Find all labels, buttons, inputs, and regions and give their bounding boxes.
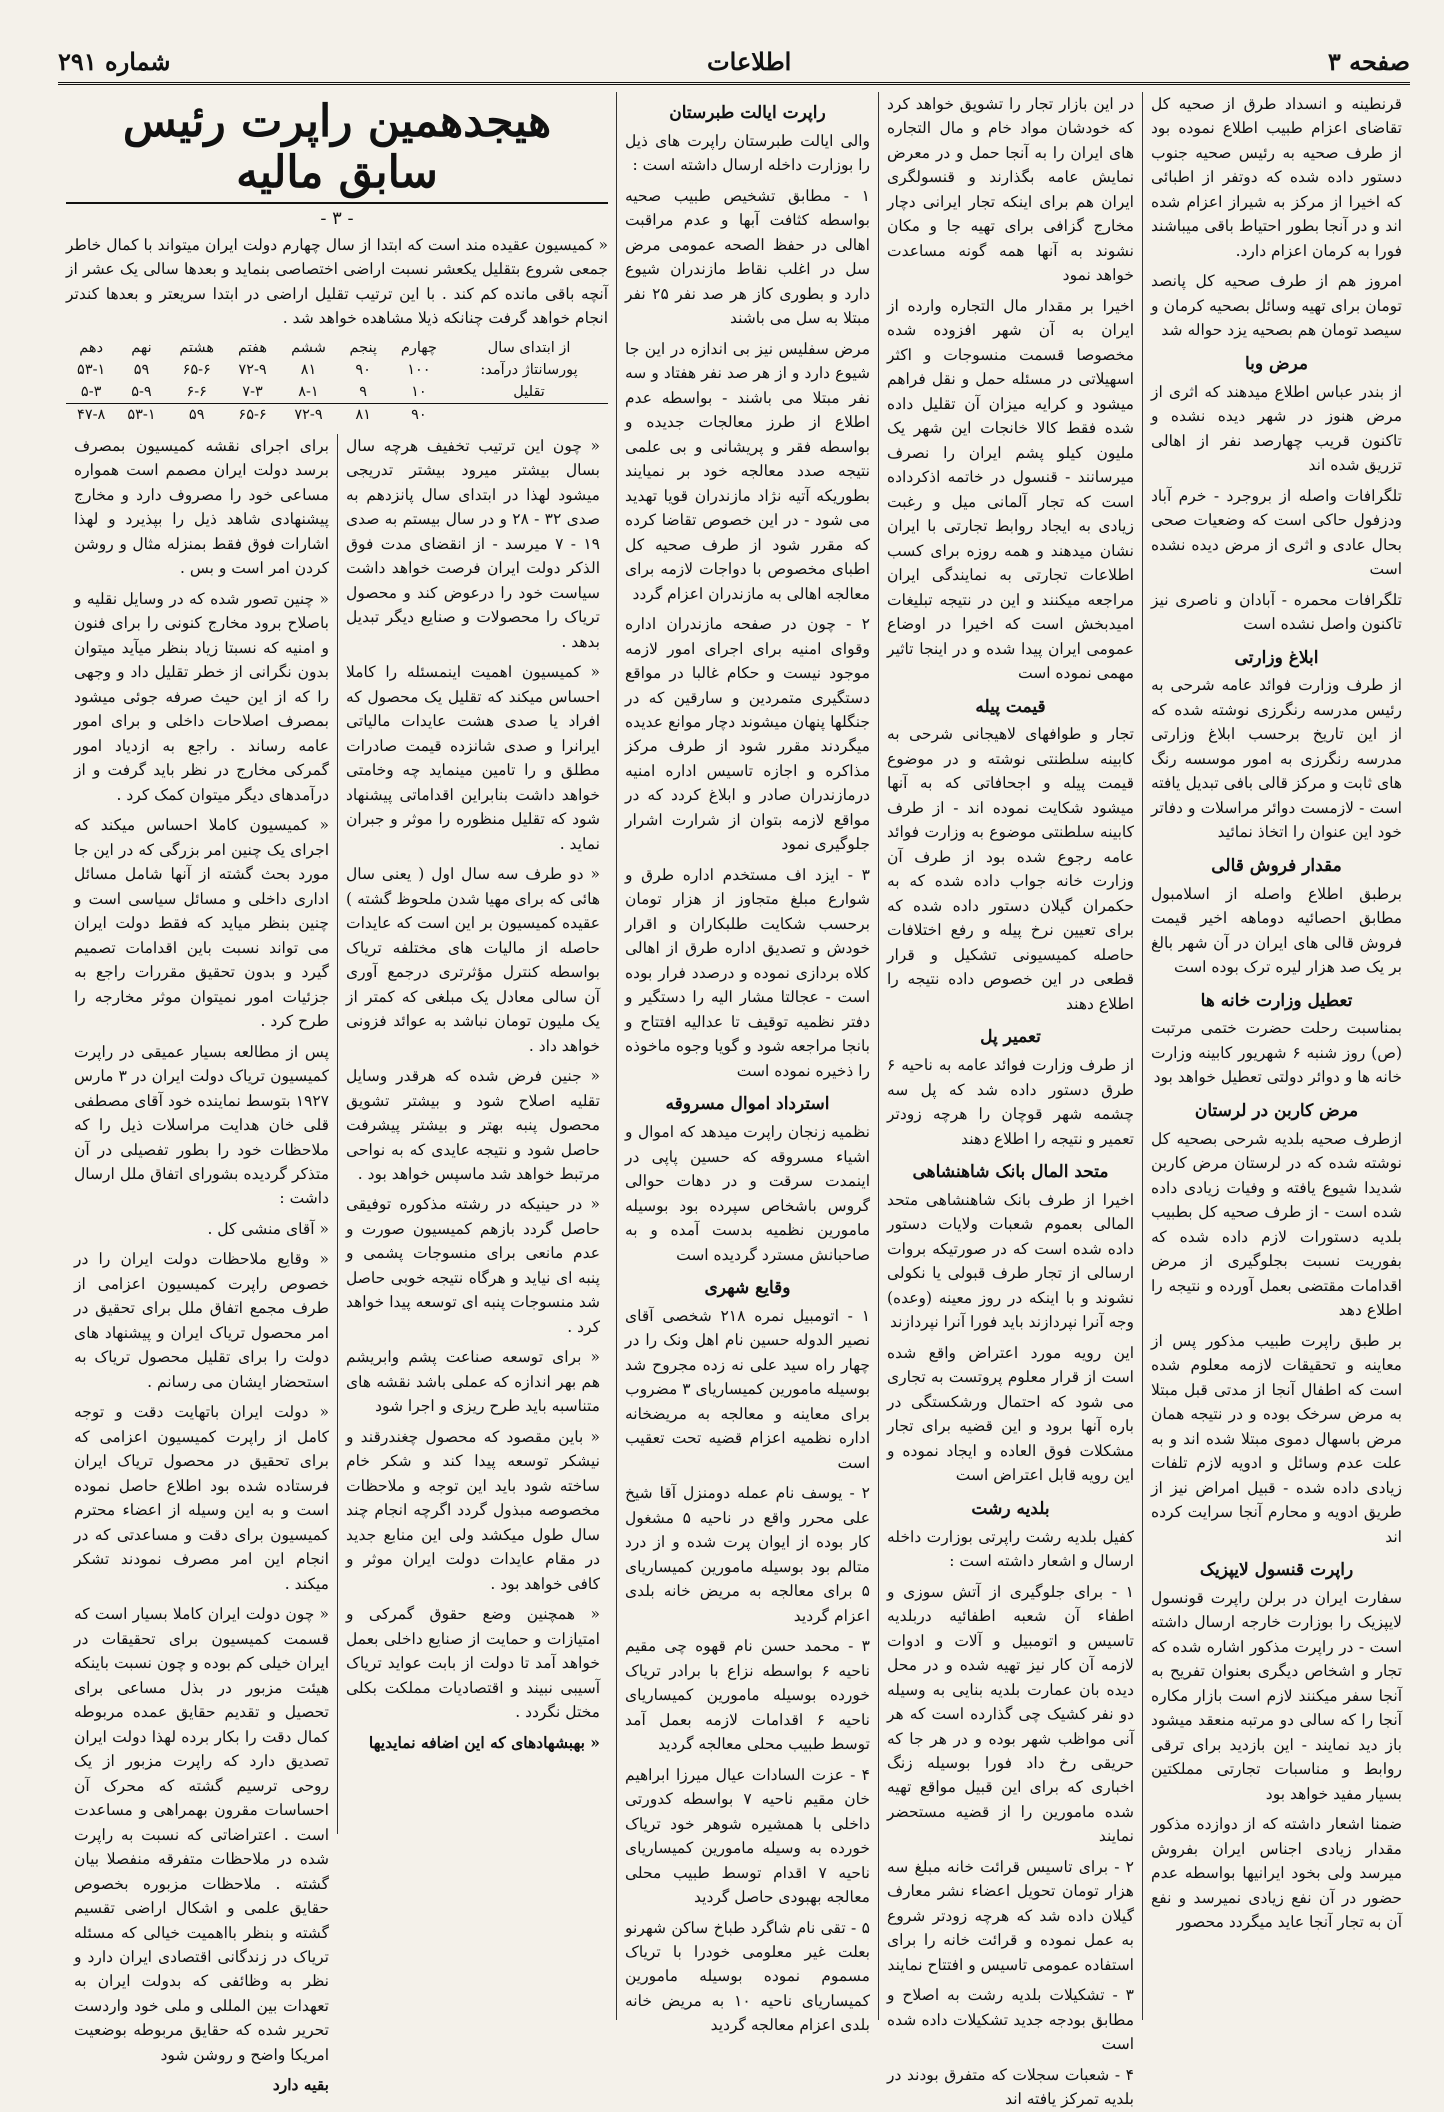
col1-heading-2: ابلاغ وزارتی bbox=[1234, 647, 1319, 668]
article-para: « کمیسیون اهمیت اینمسئله را کاملا احساس میکند که تقلیل یک محصول که افراد یا صدی هشت عایدات مالیاتی ایرانرا و صدی شانزده قیمت صادرات مطلق و را تامین مینماید چه وخامتی خواهد داشت بنابراین اقداماتی پیشنهاد شود که تقلیل منظوره را موثر و جبران نماید . bbox=[346, 663, 600, 853]
article-para: پس از مطالعه بسیار عمیقی در راپرت کمیسیون تریاک دولت ایران در ۳ مارس ۱۹۲۷ بتوسط نماینده خود آقای مصطفی قلی خان هدایت مراسلات ذیل را که ملاحظات خود را بطور تفصیلی در آن متذکر گردیده بشورای اتفاق ملل ارسال داشت : bbox=[74, 1042, 329, 1208]
col1-p11: سفارت ایران در برلن راپرت قونسول لایپزیک را بوزارت خارجه ارسال داشته است - در راپرت مذکور اشاره شده که تجار و اشخاص دیگری بعنوان تفریح به آنجا سفر میکنند لازم است بازار مکاره آنجا را که سالی دو مرتبه منعقد میشود باز دید نمایند - این بازدید برای ترقی روابط و مناسبات تجارتی مملکتین بسیار مفید خواهد بود bbox=[1151, 1588, 1402, 1803]
article-para: « برای توسعه صناعت پشم وابریشم هم بهر اندازه که عملی باشد نقشه های متناسبه باید طرح ریزی و اجرا شود bbox=[346, 1348, 600, 1416]
col3-p9: ۳ - محمد حسن نام قهوه چی مقیم ناحیه ۶ بواسطه نزاع با برادر تریاک خورده بوسیله مامورین کمیساریای ناحیه ۶ اقدامات لازمه بعمل آمد توسط طبیب محلی معالجه گردید bbox=[625, 1637, 870, 1754]
page-header bbox=[58, 40, 1410, 85]
col2-p8: ۱ - برای جلوگیری از آتش سوزی و اطفاء آن شعبه اطفائیه دربلدیه تاسیس و اتومبیل و آلات و ادوات لازمه آن کار نیز تهیه شده و در محل دیده بان عمارت بلدیه بنایی به وسیله دو نفر کشیک چی گذارده است که هر آنی مواظب شهر بوده و در هر جا که حریقی رخ داد فورا بوسیله زنگ اخباری که برای این قبیل مواقع تهیه شده مامورین را از قضیه مستحضر نمایند bbox=[887, 1582, 1134, 1846]
col3-p5: ۳ - ایزد اف مستخدم اداره طرق و شوارع مبلغ متجاوز از هزار تومان برحسب شکایت طلبکاران و اقرار خودش و تصدیق اداره طرق از اهالی کلاه بردازی نموده و درصدد فرار بوده است - عجالتا مشار الیه را دستگیر و دفتر نظمیه توقیف تا عدالیه افتتاح و بانجا مراجعه شود و گویا وجوه ماخوذه را ذخیره نموده است bbox=[625, 865, 870, 1080]
article-para: « کمیسیون کاملا احساس میکند که اجرای یک چنین امر بزرگی که در این جا مورد بحث گشته از آنها شامل مسائل اداری داخلی و مسائل سیاسی است و چنین بنظر میاید که فقط دولت ایران می تواند نسبت باین اقدامات تصمیم گیرد و بدون تحقیق مقررات راجع به جزئیات امور نمیتوان موثر مخارجه را طرح کرد . bbox=[74, 816, 329, 1031]
col1-p2: امروز هم از طرف صحیه کل پانصد تومان برای تهیه وسائل بصحیه کرمان و سیصد تومان هم بصحیه یزد حواله شد bbox=[1151, 272, 1402, 340]
table-cell: ۵۳-۱ bbox=[77, 361, 106, 378]
col3-p8: ۲ - یوسف نام عمله دومنزل آقا شیخ علی محرر واقع در ناحیه ۵ مشغول کار بوده از ایوان پرت شده و از درد متالم بود بوسیله مامورین کمیساریای ۵ برای معالجه به مریض خانه بلدی اعزام گردید bbox=[625, 1484, 870, 1625]
table-header: نهم bbox=[131, 339, 152, 356]
article-para: « چون دولت ایران کاملا بسیار است که قسمت کمیسیون برای تحقیقات در ایران خیلی کم بوده و چون نسبت باینکه هیئت مزبور در بذل مساعی برای تحصیل و تقدیم حقایق عمده مربوطه کمال دقت را بکار برده لهذا دولت ایران تصدیق دارد که راپرت مزبور از یک روحی ترسیم گشته که محرک آن احساسات مقرون بهمراهی و مساعدت است . اعتراضاتی که نسبت به راپرت شده در ملاحظات متفرقه منفصلا بیان گشته . ملاحظات مزبوره بخصوص حقایق علمی و اشکال اراضی تقسیم گشته و بنظر بااهمیت خیالی که مسئله تریاک در زندگانی اقتصادی ایران دارد و نظر به وظائفی که بدولت ایران به تعهدات بین المللی و ملی خود واردست تحریر شده که حقایق مربوطه بوضعیت امریکا واضح و روشن شود bbox=[74, 1605, 329, 2064]
col3-heading-1: راپرت ایالت طبرستان bbox=[669, 103, 826, 123]
col2-heading-1: قیمت پیله bbox=[975, 696, 1046, 717]
col3-p2: ۱ - مطابق تشخیص طبیب صحیه بواسطه کثافت آبها و عدم مراقبت اهالی در حفظ الصحه عمومی مرض سل در اغلب نقاط مازندران شیوع دارد و بطوری کاز هر صد نفر ۲۵ نفر مبتلا به سل می باشند bbox=[625, 186, 870, 328]
article-para: « چنین تصور شده که در وسایل نقلیه و باصلاح برود مخارج کنونی را برای فنون و امنیه که نسبتا زیاد بنظر میآید میتوان بدون نگرانی از خطر تقلیل داد و وجهی را که از این حیث صرفه جوئی میشود بمصرف اصلاحات داخلی و برای امور عامه رساند . راجع به ازدیاد امور گمرکی مخارج در نظر باید گرفت و از درآمدهای دیگر میتوان کمک کرد . bbox=[74, 589, 329, 804]
article-column-left bbox=[66, 434, 337, 2095]
article-para: « دولت ایران باتهایت دقت و توجه کامل از راپرت کمیسیون اعزامی که برای تحقیق در محصول تریاک ایران فرستاده شده بود اطلاع حاصل نموده است و به این وسیله از اعضاء محترم کمیسیون برای دقت و مساعدتی که در انجام این امر مصرف نمودند تشکر میکند . bbox=[74, 1403, 329, 1593]
article-para: « جنین فرض شده که هرقدر وسایل تقلیه اصلاح شود و بیشتر تشویق محصول پنبه بهتر و بیشتر پیشرفت حاصل شود و نتیجه عایدی که به نواحی مرتبط خواهد شد ماسپس خواهد بود . bbox=[346, 1067, 600, 1183]
col1-p7: برطبق اطلاع واصله از اسلامبول مطابق احصائیه دوماهه اخیر قیمت فروش قالی های ایران در آن شهر بالغ بر یک صد هزار لیره ترک بوده است bbox=[1151, 884, 1402, 977]
continued-label: بقیه دارد bbox=[272, 2075, 329, 2095]
table-cell: ۵۹ bbox=[167, 403, 227, 426]
table-cell: ۷-۳ bbox=[242, 383, 263, 400]
col1-p12: ضمنا اشعار داشته که از دوازده مذکور مقدار زیادی اجناس ایران بفروش میرسد ولی بخود ایرانیها بواسطه عدم حضور در آن نفع زیادی نمیرسد و نفع آن به تجار آنجا عاید میگردد محصور bbox=[1151, 1815, 1402, 1932]
table-header-row bbox=[66, 337, 608, 359]
col3-p10: ۴ - عزت السادات عیال میرزا ابراهیم خان مقیم ناحیه ۷ بواسطه کدورتی داخلی با همشیره شوهر خود تریاک خورده به وسیله مامورین کمیساریای ناحیه ۷ اقدام توسط طبیب محلی معالجه بهبودی حاصل گردید bbox=[625, 1765, 870, 1907]
table-cell: ۹۰ bbox=[388, 403, 450, 426]
table-cell: ۵-۹ bbox=[131, 383, 152, 400]
col2-p2: اخیرا بر مقدار مال التجاره وارده از ایران به آن شهر افزوده شده مخصوصا قسمت منسوجات و اکثر اسهیلاتی در مسئله حمل و نقل فراهم میشود و کرایه میزان آن تقلیل داده شده فقط کالا خانجات این شهر یک ملیون کیلو پشم ایران را نصرف میرسانند - قنسول در خاتمه اذکرداده است که تجار آلمانی میل و رغبت زیادی به ایجاد روابط تجارتی با ایران نشان میدهند و همه روزه برای کسب اطلاعات تجارتی به نمایندگی ایران مراجعه میکنند و این در نتیجه تبلیغات امیدبخش است که اخیرا در اوضاع عمومی ایران پیدا شده و در اینجا تاثیر مهمی نموده است bbox=[887, 296, 1134, 683]
article-intro: « کمیسیون عقیده مند است که ابتدا از سال چهارم دولت ایران میتواند با کمال خاطر جمعی شروع بتقلیل یکعشر نسبت اراضی اختصاصی بنماید و بعدها سالی یک عشر از آنچه باقی مانده کم کند . با این ترتیب تقلیل اراضی در ابتدا سریعتر و بعدها کندتر انجام خواهد گرفت چنانکه ذیلا مشاهده خواهد شد . bbox=[66, 236, 608, 328]
table-row bbox=[66, 381, 608, 404]
table-header: هشتم bbox=[179, 339, 215, 356]
newspaper-page bbox=[58, 40, 1410, 2109]
col2-p4: از طرف وزارت فوائد عامه به ناحیه ۶ طرق دستور داده شد که پل سه چشمه شهر قوچان را هرچه زودتر تعمیر و نتیجه را اطلاع دهند bbox=[887, 1056, 1134, 1148]
table-cell: ۸۱ bbox=[300, 361, 317, 378]
table-cell: ۷۲-۹ bbox=[238, 361, 267, 378]
col3-p7: ۱ - اتومبیل نمره ۲۱۸ شخصی آقای نصیر الدوله حسین نام اهل ونک را در چهار راه سید علی نه زده مجروح شد بوسیله مامورین کمیساریای ۳ مضروب برای معاینه و معالجه به مریضخانه اداره نظمیه اعزام قضیه تحت تعقیب است bbox=[624, 1306, 871, 1472]
column-3 bbox=[616, 92, 878, 2035]
col1-heading-5: مرض کاربن در لرستان bbox=[1194, 1100, 1359, 1121]
table-cell: ۵۳-۱ bbox=[116, 403, 166, 426]
column-1 bbox=[1142, 92, 1410, 2020]
col2-p3: تجار و طوافهای لاهیجانی شرحی به کابینه سلطنتی نوشته و در موضوع قیمت پیله و اجحافاتی که به آنها میشود شکایت نموده اند - از طرف کابینه سلطنتی موضوع به وزارت فوائد عامه رجوع شده بود از طرف آن وزارت خانه جواب داده شده که به حکمران گیلان دستور داده شده که برای تعیین نرخ پیله و رفع اختلافات حاصله کمیسیونی تشکیل و قرار قطعی در این خصوص داده نتیجه را اطلاع دهند bbox=[887, 725, 1134, 1013]
article-para: « همچنین وضع حقوق گمرکی و امتیازات و حمایت از صنایع داخلی بعمل خواهد آمد تا دولت از بابت عواید تریاک آسیبی نبیند و اقتصادیات مملکت بکلی مختل نگردد . bbox=[346, 1605, 600, 1722]
article-para: برای اجرای نقشه کمیسیون بمصرف برسد دولت ایران مصمم است همواره مساعی خود را مصروف دارد و مخارج پیشنهادی شاهد ذیل را بپذیرد و لهذا اشارات فوق فقط بمنزله مثال و روشن کردن امر است و بس . bbox=[74, 436, 329, 578]
article-para: « در حینیکه در رشته مذکوره توفیقی حاصل گردد بازهم کمیسیون صورت و عدم مانعی برای منسوجات پشمی و پنبه ای نیاید و هرگاه نتیجه خوبی حاصل شد منسوجات پنبه ای توسعه پیدا خواهد کرد . bbox=[346, 1195, 600, 1336]
table-cell: ۵۹ bbox=[133, 361, 150, 378]
col2-p1: در این بازار تجار را تشویق خواهد کرد که خودشان مواد خام و مال التجاره های ایران را به آنجا حمل و در معرض نمایش عامه بگذارند و قنسولگری ایران هم برای اینکه تجار ایرانی دچار مخارج گزافی برای تهیه جا و مکان نشوند به آنها همه گونه مساعدت خواهد نمود bbox=[887, 95, 1134, 285]
col2-p6: این رویه مورد اعتراض واقع شده است از قرار معلوم پروتست به تجاری می شود که احتمال ورشکستگی در باره آنها برود و این قضیه برای تجار مشکلات فوق العاده و ایجاد نموده و این رویه قابل اعتراض است bbox=[887, 1343, 1134, 1485]
table-header: دهم bbox=[79, 339, 104, 356]
col2-p9: ۲ - برای تاسیس قرائت خانه مبلغ سه هزار تومان تحویل اعضاء نشر معارف گیلان داده شد که هرچه زودتر شروع به عمل نموده و قرائت خانه را برای استفاده عمومی تاسیس و افتتاح نمایند bbox=[887, 1857, 1134, 1974]
article-para: « دو طرف سه سال اول ( یعنی سال هائی که برای مهیا شدن ملحوظ گشته ) عقیده کمیسیون بر این است که عایدات حاصله از مالیات های مختلفه تریاک بواسطه کنترل مؤثرتری درجمع آوری آن سالی معادل یک مبلغی که کمتر از یک ملیون تومان نباشد به عوائد فزونی خواهد داد . bbox=[346, 865, 600, 1055]
col1-p1: قرنطینه و انسداد طرق از صحیه کل تقاضای اعزام طبیب اطلاع نموده بود از طرف صحیه به رئیس صحیه جنوب دستور داده شده که دوتفر از اطبائی که اخیرا از مرکز به شیراز اعزام شده اند و در آنجا بطور احتیاط باقی میباشند فورا به کرمان اعزام دارد. bbox=[1151, 95, 1402, 260]
table-cell: ۹ bbox=[359, 383, 368, 400]
col1-heading-4: تعطیل وزارت خانه ها bbox=[1200, 990, 1353, 1011]
col3-p3: مرض سفلیس نیز بی اندازه در این جا شیوع دارد و از هر صد نفر هفتاد و سه نفر مبتلا می باشند - بواسطه عدم اطلاع از طرز معالجات جدیده و بواسطه فقر و پریشانی و بی علمی نتیجه صدد معالجه خود بر نمیایند بطوریکه آتیه نژاد مازندران قویا تهدید می شود - در این خصوص تقاضا کرده که مقرر شود از طرف صحیه کل اطبای مخصوص با دواجات لازمه برای معالجه اهالی به مازندران اعزام گردد bbox=[625, 339, 870, 603]
col3-p6: نظمیه زنجان راپرت میدهد که اموال و اشیاء مسروقه که حسین پاپی در اینمدت سرقت و در دهات حوالی گروس باشخاص سپرده بود بوسیله مامورین نظمیه بدست آمده و به صاحبانش مسترد گردیده است bbox=[625, 1123, 870, 1264]
table-cell: ۴۷-۸ bbox=[66, 403, 116, 426]
article-body bbox=[66, 434, 608, 2095]
col3-heading-3: وقایع شهری bbox=[704, 1278, 791, 1299]
col1-heading-3: مقدار فروش قالی bbox=[1211, 855, 1342, 876]
col2-heading-2: تعمیر پل bbox=[980, 1027, 1041, 1048]
table-cell: ۷۲-۹ bbox=[278, 403, 338, 426]
finance-report-article bbox=[58, 92, 616, 2095]
table-header: از ابتدای سال bbox=[487, 339, 571, 356]
table-header: پنجم bbox=[349, 339, 377, 356]
col2-p10: ۳ - تشکیلات بلدیه رشت به اصلاح و مطابق بودجه جدید تشکیلات داده شده است bbox=[887, 1986, 1134, 2054]
article-part-number: - ۳ - bbox=[320, 208, 354, 229]
table-header: چهارم bbox=[400, 339, 437, 356]
col3-heading-2: استرداد اموال مسروقه bbox=[665, 1094, 830, 1115]
col2-heading-3: متحد المال بانک شاهنشاهی bbox=[912, 1162, 1109, 1183]
table-cell: ۹۰ bbox=[355, 361, 371, 378]
issue-number: شماره ۲۹۱ bbox=[58, 46, 171, 76]
col1-heading-6: راپرت قنسول لایپزیک bbox=[1199, 1560, 1354, 1580]
columns bbox=[58, 92, 1410, 2109]
table-cell: ۱۰۰ bbox=[407, 361, 431, 378]
table-cell: ۶۵-۶ bbox=[227, 403, 278, 426]
col1-p4: تلگرافات واصله از بروجرد - خرم آباد ودزفول حاکی است که وضعیات صحی بحال عادی و اثری از مرض دیده نشده است bbox=[1151, 486, 1402, 579]
table-cell: ۸-۱ bbox=[298, 383, 319, 400]
table-cell: پورسانتاژ درآمد: bbox=[480, 361, 578, 378]
column-2 bbox=[878, 92, 1142, 2109]
page-number: صفحه ۳ bbox=[1327, 46, 1410, 76]
article-para: « وقایع ملاحظات دولت ایران را در خصوص راپرت کمیسیون اعزامی از طرف مجمع اتفاق ملل برای تحقیق در امر محصول تریاک ایران و پیشنهاد های دولت را برای تقلیل محصول تریاک به استحضار ایشان می رسانم . bbox=[74, 1250, 329, 1391]
table-cell: ۶۵-۶ bbox=[182, 361, 211, 378]
col2-p7: کفیل بلدیه رشت راپرتی بوزارت داخله ارسال و اشعار داشته است : bbox=[887, 1527, 1134, 1571]
col2-p5: اخیرا از طرف بانک شاهنشاهی متحد المالی بعموم شعبات ولایات دستور داده شده است که در صورتیکه بروات ارسالی از تجار طرف قبولی یا نکولی نشوند و با اینکه در روز معینه (وعده) وجه آنرا نپردازند باید فورا آنرا نپردازند bbox=[887, 1190, 1134, 1332]
col1-p9: ازطرف صحیه بلدیه شرحی بصحیه کل نوشته شده که در لرستان مرض کاربن شدیدا شیوع یافته و وفیات زیادی داده شده است - از طرف صحیه کل بطبیب بلدیه دستورات لازم داده شده که بفوریت نسبت بجلوگیری از مرض اقدامات مقتضی بعمل آورده و نتیجه را اطلاع دهد bbox=[1151, 1129, 1402, 1320]
col2-heading-4: بلدیه رشت bbox=[971, 1498, 1050, 1519]
article-column-right bbox=[337, 434, 608, 1834]
table-cell: ۵-۳ bbox=[80, 383, 102, 400]
newspaper-name: اطلاعات bbox=[707, 46, 792, 76]
table-header: هفتم bbox=[238, 339, 268, 356]
reduction-table bbox=[66, 337, 608, 426]
table-cell: تقلیل bbox=[513, 383, 545, 400]
table-row bbox=[66, 359, 608, 381]
article-para: « چون این ترتیب تخفیف هرچه سال بسال بیشتر میرود بیشتر تدریجی میشود لهذا در ابتدای سال پانزدهم به صدی ۳۲ - ۲۸ و در سال بیستم به صدی ۱۹ - ۷ میرسد - از انقضای مدت فوق الذکر دولت ایران فرصت خواهد داشت سیاست خود را درعوض کند و محصول تریاک را محصولات و صنایع دیگر تبدیل بدهد . bbox=[346, 436, 600, 651]
col2-p11: ۴ - شعبات سجلات که متفرق بودند در بلدیه تمرکز یافته اند bbox=[887, 2065, 1134, 2109]
table-cell bbox=[450, 403, 608, 426]
col1-p6: از طرف وزارت فوائد عامه شرحی به رئیس مدرسه رنگرزی نوشته شده که از این تاریخ برحسب ابلاغ وزارتی مدرسه رنگرزی به امور موسسه رنگ های ثابت و مرکز قالی بافی تبدیل یافته است - لازمست دوائر مراسلات و دفاتر خود این عنوان را اتخاذ نمائید bbox=[1151, 676, 1402, 842]
table-header: ششم bbox=[291, 339, 326, 356]
table-cell: ۶-۶ bbox=[186, 383, 207, 400]
article-para: « باین مقصود که محصول چغندرقند و نیشکر توسعه پیدا کند و شکر خام ساخته شود باید این توجه و ملاحظات مخصوصه مبذول گردد اگرچه انجام چند سال طول میکشد ولی این منابع جدید در مقام عایدات دولت ایران موثر و کافی خواهد بود . bbox=[346, 1427, 600, 1593]
col1-p3: از بندر عباس اطلاع میدهند که اثری از مرض هنوز در شهر دیده نشده و تاکنون قریب چهارصد نفر از اهالی تزریق شده اند bbox=[1151, 382, 1402, 475]
article-para: « آقای منشی کل . bbox=[207, 1219, 329, 1238]
table-cell: ۸۱ bbox=[339, 403, 388, 426]
table-cell: ۱۰ bbox=[411, 383, 427, 400]
col1-p8: بمناسبت رحلت حضرت ختمی مرتبت (ص) روز شنبه ۶ شهریور کابینه وزارت خانه ها و دوائر دولتی تعطیل خواهد بود bbox=[1151, 1019, 1402, 1087]
col1-p5: تلگرافات محمره - آبادان و ناصری نیز تاکنون واصل نشده است bbox=[1151, 590, 1402, 634]
col3-p11: ۵ - تقی نام شاگرد طباخ ساکن شهرنو بعلت غیر معلومی خودرا با تریاک مسموم نموده بوسیله مامورین کمیساریای ناحیه ۱۰ به مریض خانه بلدی اعزام معالجه گردید bbox=[625, 1918, 870, 2035]
col3-p4: ۲ - چون در صفحه مازندران اداره وقوای امنیه برای اجرای امور لازمه موجود نیست و حکام غالبا در مواقع دستگیری متمردین و سارقین که در جنگلها پنهان میشوند دچار موانع عدیده میگردند مقرر شود از طرف مرکز مذاکره و اجازه تاسیس اداره امنیه درمازندران صادر و ابلاغ کردد که در مواقع لازمه بتوان از شرارت اشرار جلوگیری نمود bbox=[625, 615, 870, 854]
col3-p1: والی ایالت طبرستان راپرت های ذیل را بوزارت داخله ارسال داشته است : bbox=[625, 131, 870, 175]
table-row bbox=[66, 403, 608, 426]
col1-heading-1: مرض وبا bbox=[1244, 353, 1309, 374]
article-headline: هیجدهمین راپرت رئیس سابق مالیه bbox=[66, 96, 608, 204]
article-para: « بهبشهادهای که این اضافه نمایدیها bbox=[368, 1732, 600, 1752]
col1-p10: بر طبق راپرت طبیب مذکور پس از معاینه و تحقیقات لازمه معلوم شده است که اطفال آنجا از مدتی قبل مبتلا به مرض سرخک بوده و در نتیجه همان مرض باسهال دموی مبتلا شده اند و به علت عدم وسائل و ادویه لازم تلفات زیادی داده شده - قبیل امراض نیز از طریق ادویه و محارم آنجا سرایت کرده اند bbox=[1151, 1331, 1402, 1546]
